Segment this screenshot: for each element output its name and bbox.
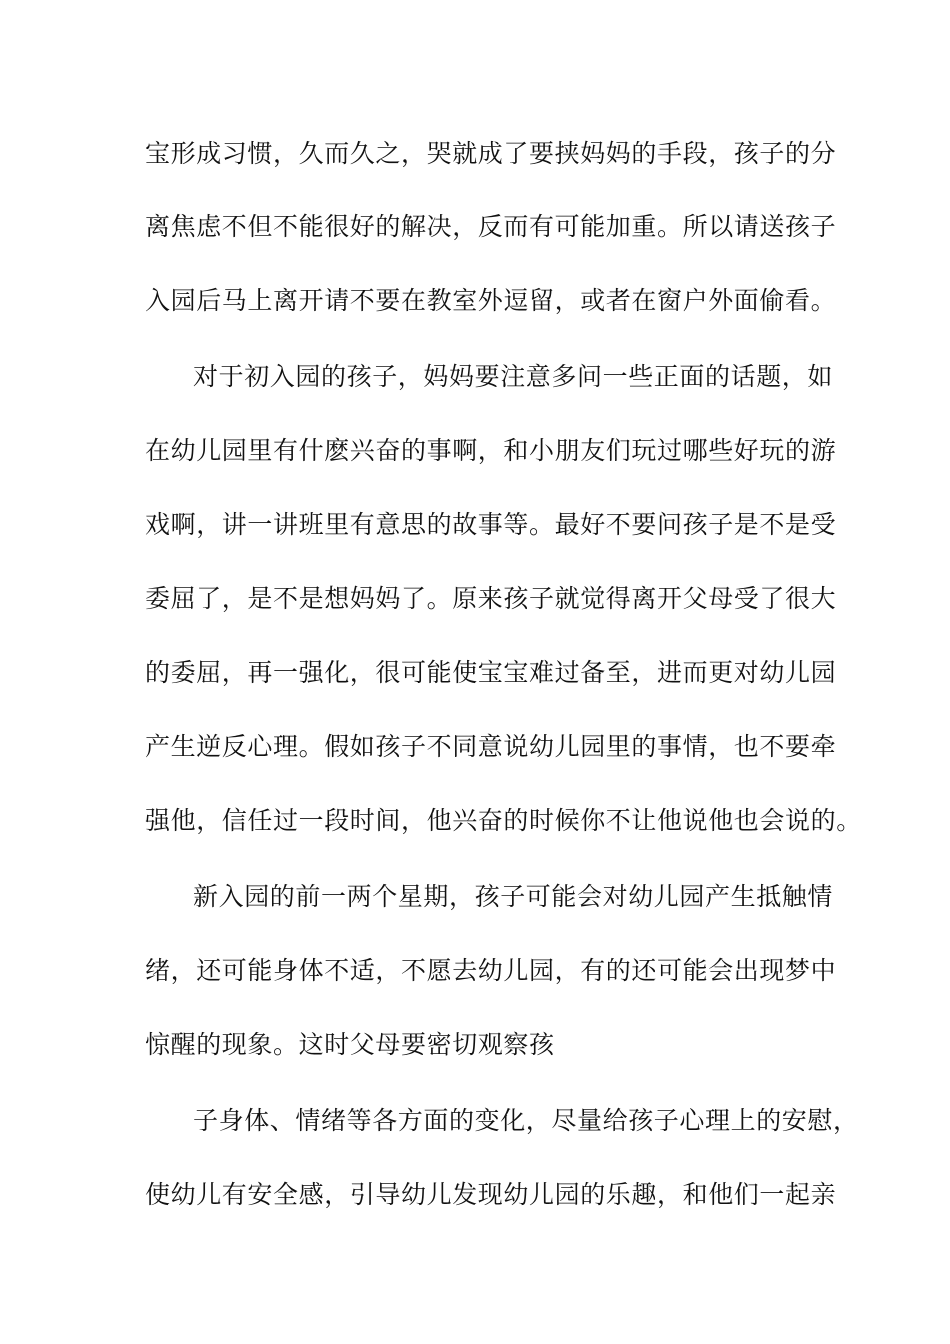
text-line: 宝形成习惯，久而久之，哭就成了要挟妈妈的手段，孩子的分	[145, 139, 837, 168]
text-line: 的委屈，再一强化，很可能使宝宝难过备至，进而更对幼儿园	[145, 658, 837, 687]
text-line: 强他，信任过一段时间，他兴奋的时候你不让他说他也会说的。	[145, 806, 862, 835]
text-line: 产生逆反心理。假如孩子不同意说幼儿园里的事情，也不要牵	[145, 732, 837, 761]
paragraph-start-line: 子身体、情绪等各方面的变化，尽量给孩子心理上的安慰，	[193, 1106, 859, 1135]
text-line: 入园后马上离开请不要在教室外逗留，或者在窗户外面偷看。	[145, 286, 837, 315]
text-line: 在幼儿园里有什麽兴奋的事啊，和小朋友们玩过哪些好玩的游	[145, 436, 837, 465]
paragraph-start-line: 新入园的前一两个星期，孩子可能会对幼儿园产生抵触情	[193, 882, 834, 911]
text-line: 惊醒的现象。这时父母要密切观察孩	[145, 1030, 555, 1059]
text-line: 绪，还可能身体不适，不愿去幼儿园，有的还可能会出现梦中	[145, 956, 837, 985]
paragraph-start-line: 对于初入园的孩子，妈妈要注意多问一些正面的话题，如	[193, 362, 834, 391]
text-line: 戏啊，讲一讲班里有意思的故事等。最好不要问孩子是不是受	[145, 510, 837, 539]
text-line: 离焦虑不但不能很好的解决，反而有可能加重。所以请送孩子	[145, 212, 837, 241]
text-line: 委屈了，是不是想妈妈了。原来孩子就觉得离开父母受了很大	[145, 584, 837, 613]
text-line: 使幼儿有安全感，引导幼儿发现幼儿园的乐趣，和他们一起亲	[145, 1180, 837, 1209]
